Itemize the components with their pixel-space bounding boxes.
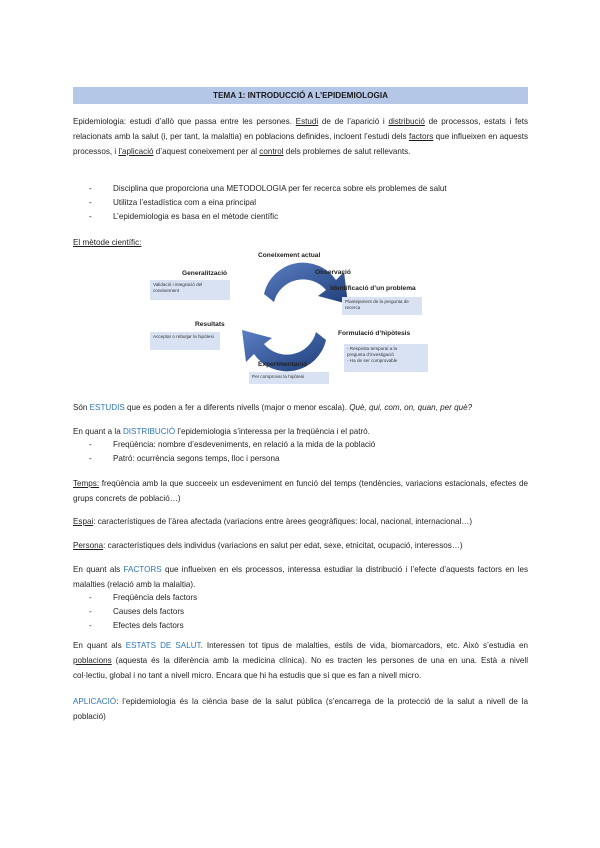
espai-paragraph: Espai: característiques de l’àrea afectada (variacions entre àrees geogràfiques: local, nacional, internacional…) xyxy=(73,517,473,526)
label-formulacio: Formulació d’hipòtesis xyxy=(338,330,411,337)
label-experimentacio: Experimentació xyxy=(258,361,308,368)
page-title: TEMA 1: INTRODUCCIÓ A L’EPIDEMIOLOGIA xyxy=(73,87,528,104)
estats-paragraph: En quant als ESTATS DE SALUT. Interessen tot tipus de malalties, estils de vida, biomarcadors, etc. Això s’estudia en poblacions (aquesta és la diferència amb la medicina clínica). No es tracten les persones de una en una. Està a nivell col·lectiu, global i no tant a nivell micro. Encara que hi ha estudis que sí que es fan a nivell micro. xyxy=(73,641,529,680)
label-resultats: Resultats xyxy=(195,321,225,328)
list-item: - Disciplina que proporciona una METODOLOGIA per fer recerca sobre els problemes de salut xyxy=(89,184,447,193)
persona-paragraph: Persona: característiques dels individus (variacions en salut per edat, sexe, etnicitat, ocupació, interessos…) xyxy=(73,541,463,550)
list-item: - Efectes dels factors xyxy=(89,621,184,630)
box-identificacio: Plantejament de la pregunta de recerca xyxy=(342,297,422,315)
estudis-paragraph: Són ESTUDIS que es poden a fer a diferents nivells (major o menor escala). Què, qui, com, on, quan, per què? xyxy=(73,403,473,412)
box-formulacio: - Resposta temporal a la pregunta d’investigació - Ha de ser comprovable xyxy=(344,344,428,372)
temps-paragraph: Temps: freqüència amb la que succeeix un esdeveniment en funció del temps (tendències, variacions estacionals, efectes de grups concrets de població…) xyxy=(73,479,528,503)
box-resultats: Acceptar o rebutjar la hipòtesi xyxy=(150,332,220,350)
methodology-list xyxy=(73,182,528,224)
list-item: - L’epidemiologia es basa en el mètode científic xyxy=(89,212,279,221)
scientific-method-diagram xyxy=(148,250,438,388)
factors-list xyxy=(73,591,528,633)
list-item: - Patró: ocurrència segons temps, lloc i persona xyxy=(89,454,280,463)
box-experimentacio: Per comprovar la hipòtesi xyxy=(249,372,329,384)
list-item: - Freqüència: nombre d’esdeveniments, en relació a la mida de la població xyxy=(89,440,376,449)
list-item: - Freqüència dels factors xyxy=(89,593,198,602)
label-generalitzacio: Generalització xyxy=(182,270,228,277)
factors-paragraph: En quant als FACTORS que influeixen en els processos, interessa estudiar la distribució i l’efecte d’aquests factors en les malalties (relació amb la malaltia). xyxy=(73,565,528,589)
distribucio-list xyxy=(73,438,528,466)
aplicacio-paragraph: APLICACIÓ: l’epidemiologia és la ciència base de la salut pública (s’encarrega de la protecció de la salut a nivell de la població) xyxy=(73,697,528,721)
list-item: - Causes dels factors xyxy=(89,607,185,616)
box-generalitzacio: Validació i integració del coneixement xyxy=(150,280,230,300)
intro-paragraph: Epidemiologia: estudi d’allò que passa entre les persones. Estudi de de l’aparició i distribució de processos, estats i fets relacionats amb la salut (i, per tant, la malaltia) en poblacions definides, incloent l’estudi dels factors que influeixen en aquests processos, i l’aplicació d’aquest coneixement per al control dels problemes de salut rellevants. xyxy=(73,117,529,156)
distribucio-paragraph: En quant a la DISTRIBUCIÓ l’epidemiologia s’interessa per la freqüència i el patró. xyxy=(73,427,370,436)
label-identificacio: Identificació d’un problema xyxy=(330,285,416,292)
list-item: - Utilitza l’estadística com a eina principal xyxy=(89,198,257,207)
method-heading: El mètode científic: xyxy=(73,238,142,247)
label-coneixement: Coneixement actual xyxy=(258,252,321,259)
label-observacio: Observació xyxy=(315,269,351,276)
